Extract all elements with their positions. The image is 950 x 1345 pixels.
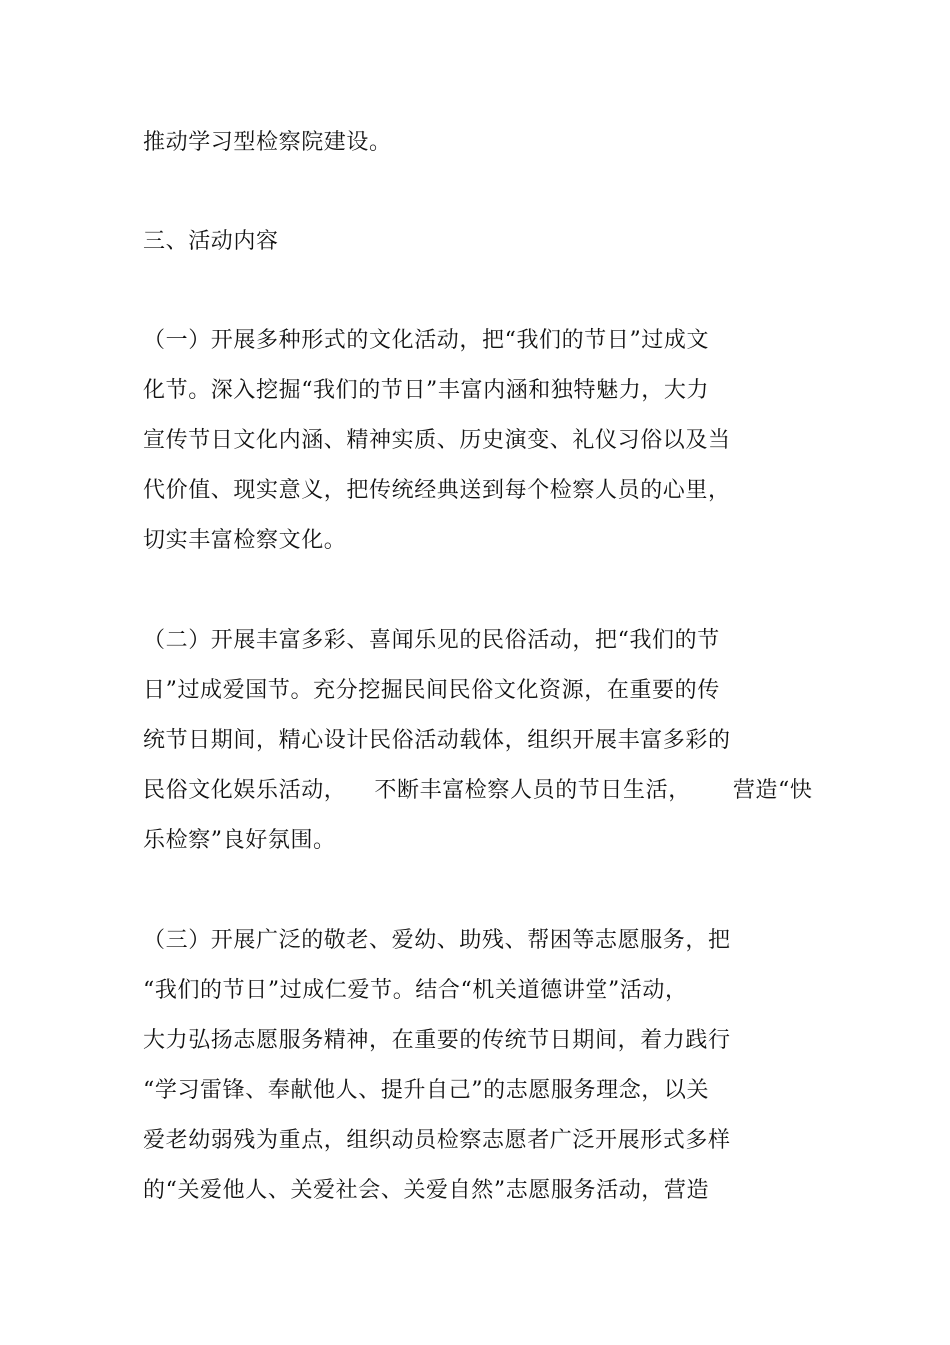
text-line: 统节日期间，精心设计民俗活动载体，组织开展丰富多彩的 <box>143 728 731 753</box>
text-segment: 不断丰富检察人员的节日生活， <box>374 778 691 803</box>
text-line: 乐检察”良好氛围。 <box>143 828 336 853</box>
text-segment: 营造“快 <box>732 778 813 803</box>
text-line: 化节。深入挖掘“我们的节日”丰富内涵和独特魅力，大力 <box>143 378 710 403</box>
text-line: （三）开展广泛的敬老、爱幼、助残、帮困等志愿服务，把 <box>143 928 731 953</box>
text-line: “我们的节日”过成仁爱节。结合“机关道德讲堂”活动， <box>143 978 688 1003</box>
text-segment: 民俗文化娱乐活动， <box>143 778 347 803</box>
text-line-justified <box>143 776 812 806</box>
text-line: 的“关爱他人、关爱社会、关爱自然”志愿服务活动，营造 <box>143 1178 710 1203</box>
text-line: （二）开展丰富多彩、喜闻乐见的民俗活动，把“我们的节 <box>143 628 720 653</box>
text-line: 宣传节日文化内涵、精神实质、历史演变、礼仪习俗以及当 <box>143 428 731 453</box>
section-heading: 三、活动内容 <box>143 229 279 254</box>
text-line: 切实丰富检察文化。 <box>143 528 347 553</box>
text-line: 代价值、现实意义，把传统经典送到每个检察人员的心里， <box>143 478 731 503</box>
text-line: “学习雷锋、奉献他人、提升自己”的志愿服务理念，以关 <box>143 1078 710 1103</box>
text-line: 爱老幼弱残为重点，组织动员检察志愿者广泛开展形式多样 <box>143 1128 731 1153</box>
text-line: 推动学习型检察院建设。 <box>143 130 392 155</box>
text-line: 日”过成爱国节。充分挖掘民间民俗文化资源，在重要的传 <box>143 678 720 703</box>
text-line: （一）开展多种形式的文化活动，把“我们的节日”过成文 <box>143 328 710 353</box>
text-line: 大力弘扬志愿服务精神，在重要的传统节日期间，着力践行 <box>143 1028 731 1053</box>
